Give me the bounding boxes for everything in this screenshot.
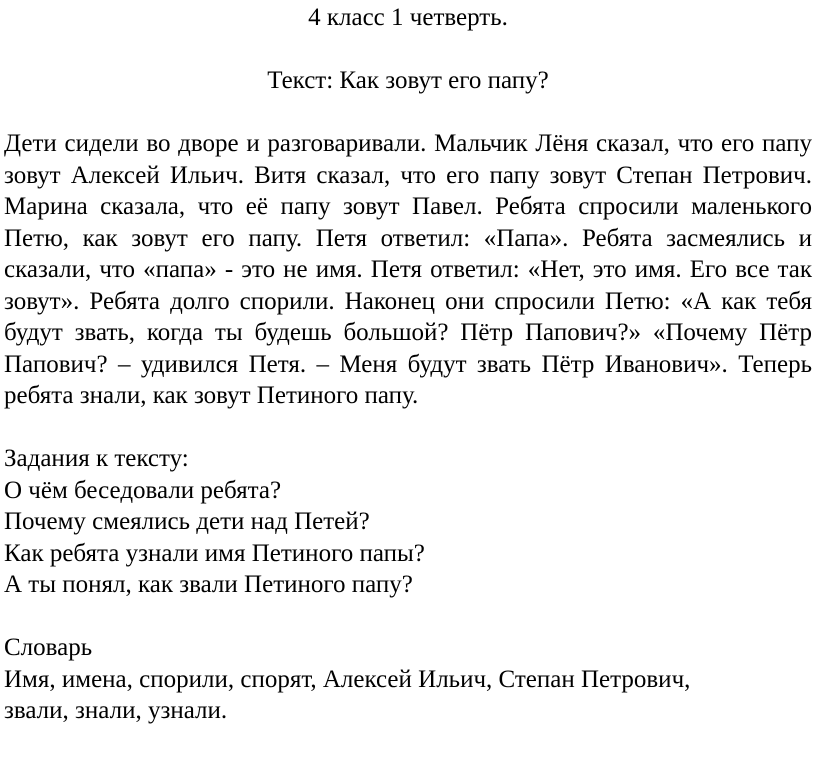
text-title: Текст: Как зовут его папу? bbox=[267, 67, 549, 94]
question-item: О чём беседовали ребята? bbox=[4, 476, 282, 504]
question-item: Почему смеялись дети над Петей? bbox=[4, 508, 370, 535]
story-paragraph: Дети сидели во дворе и разговаривали. Мальчик Лёня сказал, что его папу зовут Алексей Ильич. Витя сказал, что его папу зовут Степан Петрович. Марина сказала, что её папу зовут Павел. Ребята спросили маленького Петю, как зовут его папу. Петя ответил: «Папа». Ребята засмеялись и сказали, что «папа» - это не имя. Петя ответил: «Нет, это имя. Его все так зовут». Ребята долго спорили. Наконец они спросили Петю: «А как тебя будут звать, когда ты будешь большой? Пётр Папович?» «Почему Пётр Папович? – удивился Петя. – Меня будут звать Пётр Иванович». Теперь ребята знали, как зовут Петиного папу. bbox=[4, 130, 812, 409]
tasks-section bbox=[4, 443, 812, 601]
grade-quarter-heading: 4 класс 1 четверть. bbox=[308, 4, 508, 31]
vocabulary-words: Имя, имена, спорили, спорят, Алексей Ильич, Степан Петрович, bbox=[4, 665, 691, 693]
vocabulary-heading: Словарь bbox=[4, 634, 93, 661]
vocabulary-words: звали, знали, узнали. bbox=[4, 697, 228, 724]
vocabulary-section bbox=[4, 632, 812, 727]
tasks-heading: Задания к тексту: bbox=[4, 445, 189, 472]
question-item: Как ребята узнали имя Петиного папы? bbox=[4, 539, 425, 567]
question-item: А ты понял, как звали Петиного папу? bbox=[4, 571, 413, 598]
